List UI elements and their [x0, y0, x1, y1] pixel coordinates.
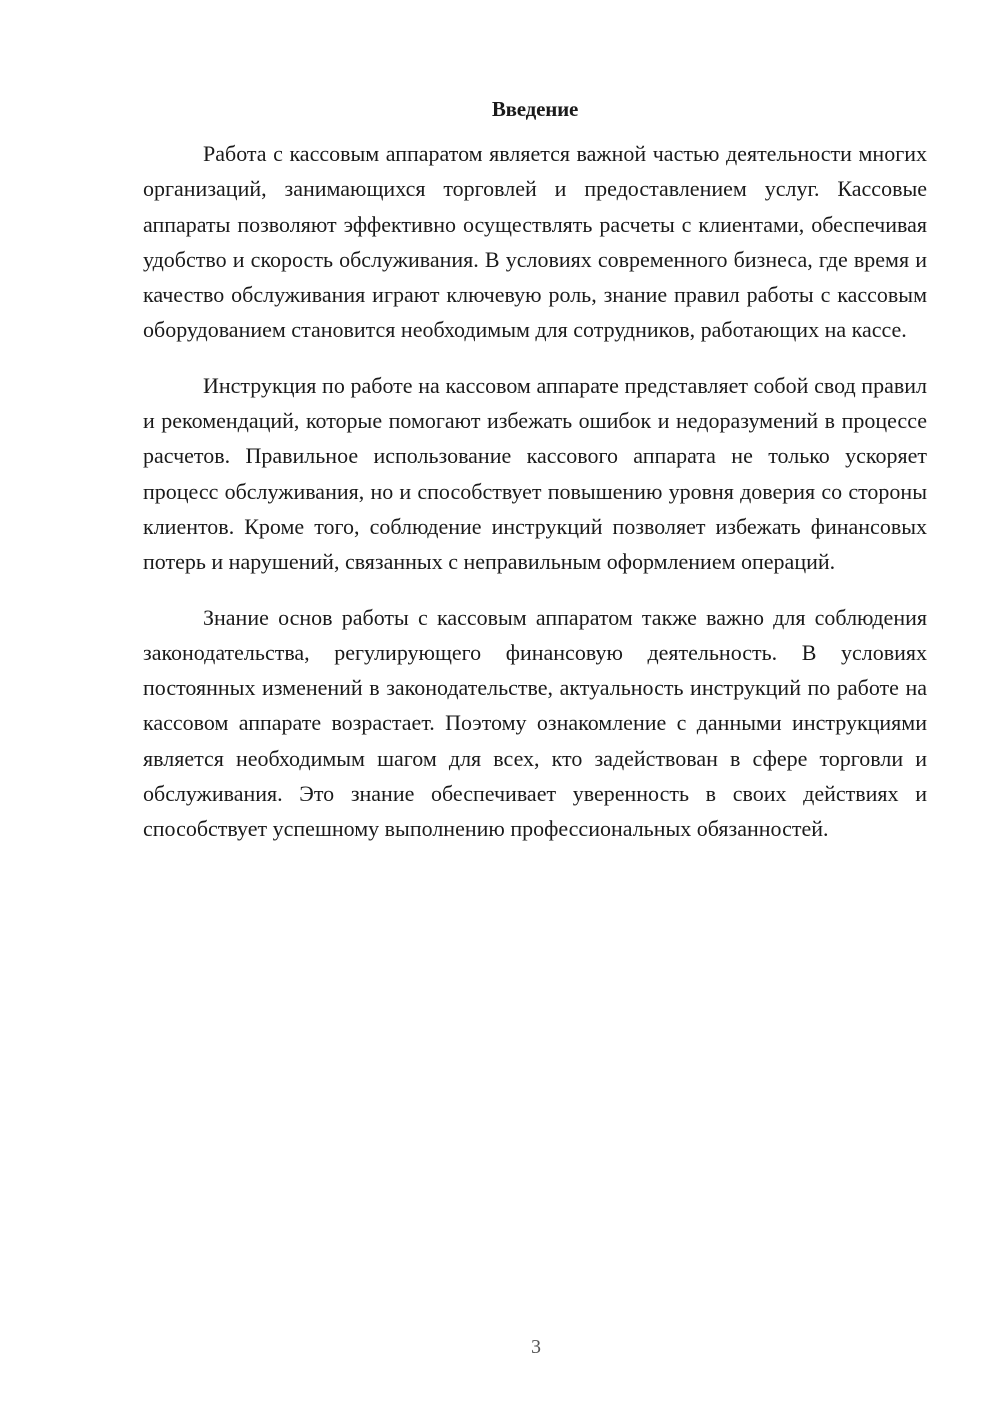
section-heading: Введение: [491, 97, 579, 121]
paragraph-3: Знание основ работы с кассовым аппаратом также важно для соблюдения законодательства, регулирующего финансовую деятельность. В условиях постоянных изменений в законодательстве, актуальность инструкций по работе на кассовом аппарате возрастает. Поэтому ознакомление с данными инструкциями является необходимым шагом для всех, кто задействован в сфере торговли и обслуживания. Это знание обеспечивает уверенность в своих действиях и способствует успешному выполнению профессиональных обязанностей.: [143, 604, 927, 842]
page-number: 3: [531, 1336, 541, 1358]
page-content: [143, 92, 927, 867]
paragraph-2: Инструкция по работе на кассовом аппарате представляет собой свод правил и рекомендаций, которые помогают избежать ошибок и недоразумений в процессе расчетов. Правильное использование кассового аппарата не только ускоряет процесс обслуживания, но и способствует повышению уровня доверия со стороны клиентов. Кроме того, соблюдение инструкций позволяет избежать финансовых потерь и нарушений, связанных с неправильным оформлением операций.: [143, 372, 927, 575]
paragraph-1: Работа с кассовым аппаратом является важной частью деятельности многих организаций, занимающихся торговлей и предоставлением услуг. Кассовые аппараты позволяют эффективно осуществлять расчеты с клиентами, обеспечивая удобство и скорость обслуживания. В условиях современного бизнеса, где время и качество обслуживания играют ключевую роль, знание правил работы с кассовым оборудованием становится необходимым для сотрудников, работающих на кассе.: [143, 141, 927, 343]
